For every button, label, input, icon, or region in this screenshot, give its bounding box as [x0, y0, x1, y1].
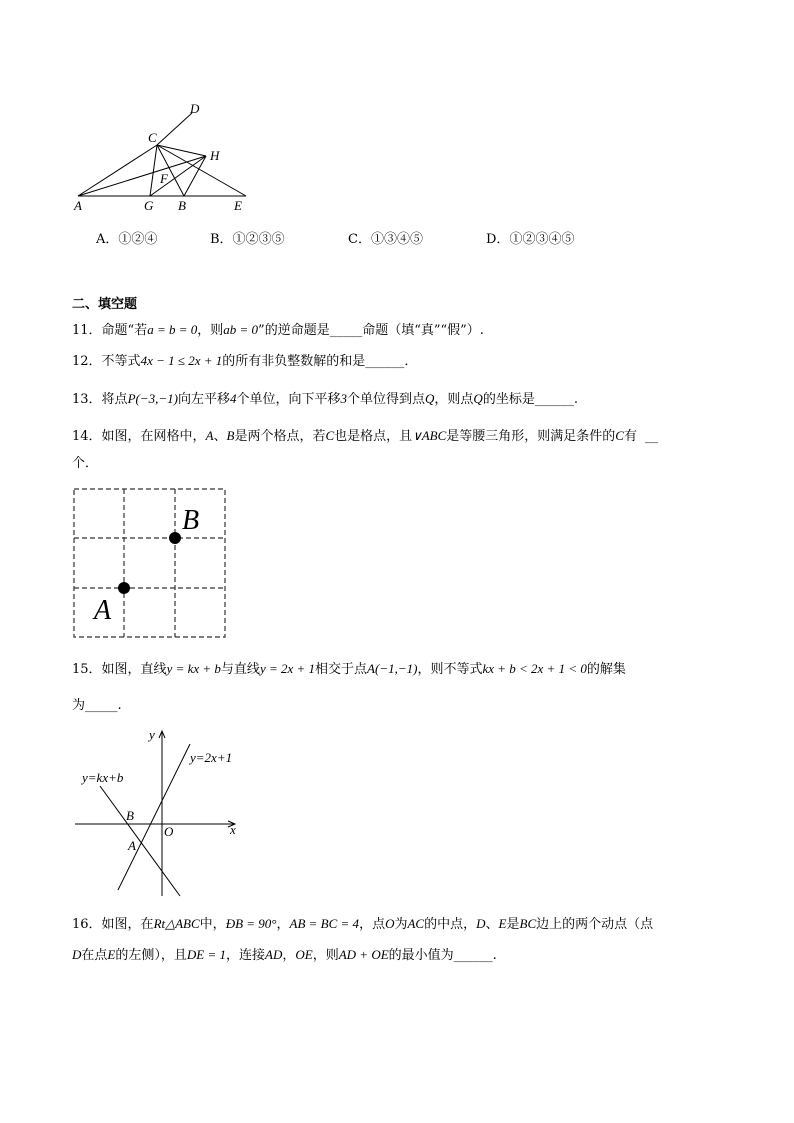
q12-text-3: ． — [404, 354, 418, 369]
q14-text-5: 是等腰三角形，则满足条件的 — [446, 429, 616, 444]
q13-math-2: 4 — [229, 391, 237, 406]
q12-blank: ______ — [365, 354, 405, 369]
label-c: C — [148, 130, 157, 145]
q14-math-5: C — [615, 428, 624, 443]
option-a-text: ①②④ — [118, 232, 158, 247]
q16-math-1: Rt△ABC — [153, 916, 200, 931]
option-d — [486, 228, 574, 247]
q16-text-1: 如图，在 — [101, 917, 154, 932]
q14-text-2: 、 — [213, 429, 227, 444]
q16-blank: ______ — [453, 948, 493, 963]
q15-math-2: y = 2x + 1 — [259, 661, 316, 676]
q12-text-2: 的所有非负整数解的和是 — [222, 354, 366, 369]
q14-math-1: A — [205, 428, 214, 443]
q12-number: 12． — [72, 354, 102, 369]
q16-l2-math-6: AD + OE — [338, 947, 389, 962]
q13-math-1: P(−3,−1) — [127, 391, 178, 406]
question-14 — [72, 427, 658, 446]
figure-q10 — [70, 98, 260, 216]
q13-text-7: . — [573, 392, 578, 407]
segment-ac — [78, 145, 157, 196]
option-b — [210, 228, 285, 247]
q14-number: 14． — [72, 429, 102, 444]
q16-math-2: ÐB = 90° — [225, 916, 277, 931]
label-a: A — [74, 198, 82, 213]
q16-text-4: ，点 — [359, 917, 386, 932]
q11-blank: _____ — [329, 323, 363, 338]
q16-l2-text-5: ，则 — [312, 948, 339, 963]
figure-q14-grid — [72, 487, 228, 641]
q16-text-6: 的中点， — [424, 917, 477, 932]
q15-end: . — [117, 698, 122, 713]
q16-math-7: E — [498, 916, 507, 931]
q14-text-3: 是两个格点，若 — [234, 429, 326, 444]
q14-text-4: 也是格点，且 — [334, 429, 413, 444]
q16-l2-math-2: E — [107, 947, 116, 962]
option-c-text: ①③④⑤ — [370, 232, 423, 247]
point-a-dot — [118, 582, 130, 594]
q16-l2-math-5: OE — [295, 947, 313, 962]
question-14-line-2: 个． — [72, 456, 99, 471]
point-b-label: B — [126, 808, 134, 823]
q11-text-3: ”的逆命题是 — [258, 323, 330, 338]
q16-math-3: AB = BC = 4 — [289, 916, 360, 931]
q13-math-4: Q — [425, 391, 435, 406]
q16-l2-math-4: AD — [265, 947, 283, 962]
q13-text-2: 向左平移 — [177, 392, 230, 407]
q15-text-5: 的解集 — [586, 662, 626, 677]
q13-text-1: 将点 — [101, 392, 128, 407]
question-13 — [72, 390, 578, 409]
option-c — [348, 228, 423, 247]
q15-text-4: ，则不等式 — [417, 662, 483, 677]
q14-math-3: C — [325, 428, 335, 443]
x-axis-label: x — [230, 822, 236, 837]
q11-text-2: ，则 — [197, 323, 224, 338]
q16-end: . — [492, 948, 497, 963]
option-d-key: D． — [486, 232, 510, 247]
figure-q15-graph — [72, 726, 252, 898]
q16-math-5: AC — [407, 916, 425, 931]
q13-text-5: ，则点 — [434, 392, 474, 407]
point-b-dot — [169, 532, 181, 544]
segment-ch — [157, 145, 206, 156]
q16-math-6: D — [476, 916, 486, 931]
section-title: 二、填空题 — [72, 297, 138, 312]
q15-math-1: y = kx + b — [166, 661, 221, 676]
q16-text-8: 是 — [506, 917, 520, 932]
question-16-line-2 — [72, 946, 497, 965]
question-12 — [72, 352, 417, 371]
q11-math-2: ab = 0 — [223, 322, 259, 337]
option-a-key: A． — [96, 232, 119, 247]
q13-math-5: Q — [473, 391, 483, 406]
q15-text-1: 如图，直线 — [101, 662, 167, 677]
q13-text-6: 的坐标是 — [482, 392, 535, 407]
q11-math-1: a = b = 0 — [147, 322, 198, 337]
q16-number: 16． — [72, 917, 102, 932]
q16-math-8: BC — [519, 916, 537, 931]
q15-text-3: 相交于点 — [315, 662, 368, 677]
question-16 — [72, 915, 653, 934]
option-c-key: C． — [348, 232, 371, 247]
option-b-key: B． — [210, 232, 233, 247]
line-kx-plus-b-label: y=kx+b — [82, 770, 124, 785]
segment-hg — [150, 156, 206, 196]
q16-l2-text-4: ， — [282, 948, 296, 963]
q16-math-4: O — [385, 916, 395, 931]
q13-text-3: 个单位，向下平移 — [236, 392, 341, 407]
origin-label: O — [164, 824, 174, 839]
q16-text-2: 中， — [199, 917, 226, 932]
q15-math-3: A(−1,−1) — [367, 661, 418, 676]
q15-line2-text: 为 — [72, 698, 86, 713]
q15-blank: _____ — [85, 698, 118, 713]
q16-text-5: 为 — [394, 917, 408, 932]
y-axis-label: y — [149, 727, 155, 742]
q16-l2-text-2: 的左侧），且 — [115, 948, 187, 963]
line-kx-plus-b — [100, 786, 180, 896]
label-h: H — [210, 148, 220, 163]
q11-text-4: 命题（填“真”“假”）. — [362, 323, 484, 338]
q16-l2-text-3: ，连接 — [225, 948, 265, 963]
q12-math-1: 4x − 1 ≤ 2x + 1 — [140, 353, 223, 368]
q14-text-6: 有 — [623, 429, 637, 444]
label-e: E — [234, 198, 242, 213]
segment-cg — [150, 145, 157, 196]
q14-math-4: ∨ABC — [412, 428, 447, 443]
q13-blank: ______ — [534, 392, 574, 407]
q15-math-4: kx + b < 2x + 1 < 0 — [482, 661, 587, 676]
q13-text-4: 个单位得到点 — [347, 392, 426, 407]
q11-number: 11． — [72, 323, 102, 338]
option-d-text: ①②③④⑤ — [509, 232, 575, 247]
q13-number: 13． — [72, 392, 102, 407]
q16-l2-math-1: D — [72, 947, 82, 962]
label-f: F — [160, 171, 168, 186]
q16-text-7: 、 — [485, 917, 499, 932]
q15-text-2: 与直线 — [220, 662, 260, 677]
line-2x-plus-1-label: y=2x+1 — [190, 750, 233, 765]
label-d: D — [190, 101, 200, 116]
option-b-text: ①②③⑤ — [232, 232, 285, 247]
q16-l2-text-6: 的最小值为 — [388, 948, 454, 963]
question-15 — [72, 660, 626, 679]
q16-text-3: ， — [276, 917, 290, 932]
ray-cd — [157, 113, 192, 145]
q16-l2-text-1: 在点 — [81, 948, 108, 963]
option-a — [96, 228, 157, 247]
label-g: G — [144, 198, 154, 213]
q14-math-2: B — [226, 428, 235, 443]
q14-text-1: 如图，在网格中， — [101, 429, 206, 444]
grid-label-a: A — [94, 595, 112, 626]
point-a-label: A — [128, 838, 136, 853]
q12-text-1: 不等式 — [101, 354, 141, 369]
question-11 — [72, 321, 484, 340]
q14-blank: __ — [644, 429, 658, 444]
q13-math-3: 3 — [340, 391, 347, 406]
label-b: B — [178, 198, 186, 213]
q16-text-9: 边上的两个动点（点 — [536, 917, 654, 932]
q15-number: 15． — [72, 662, 102, 677]
q16-l2-math-3: DE = 1 — [186, 947, 226, 962]
grid-label-b: B — [182, 505, 200, 536]
q11-text-1: 命题“若 — [101, 323, 148, 338]
question-15-line-2 — [72, 697, 122, 715]
